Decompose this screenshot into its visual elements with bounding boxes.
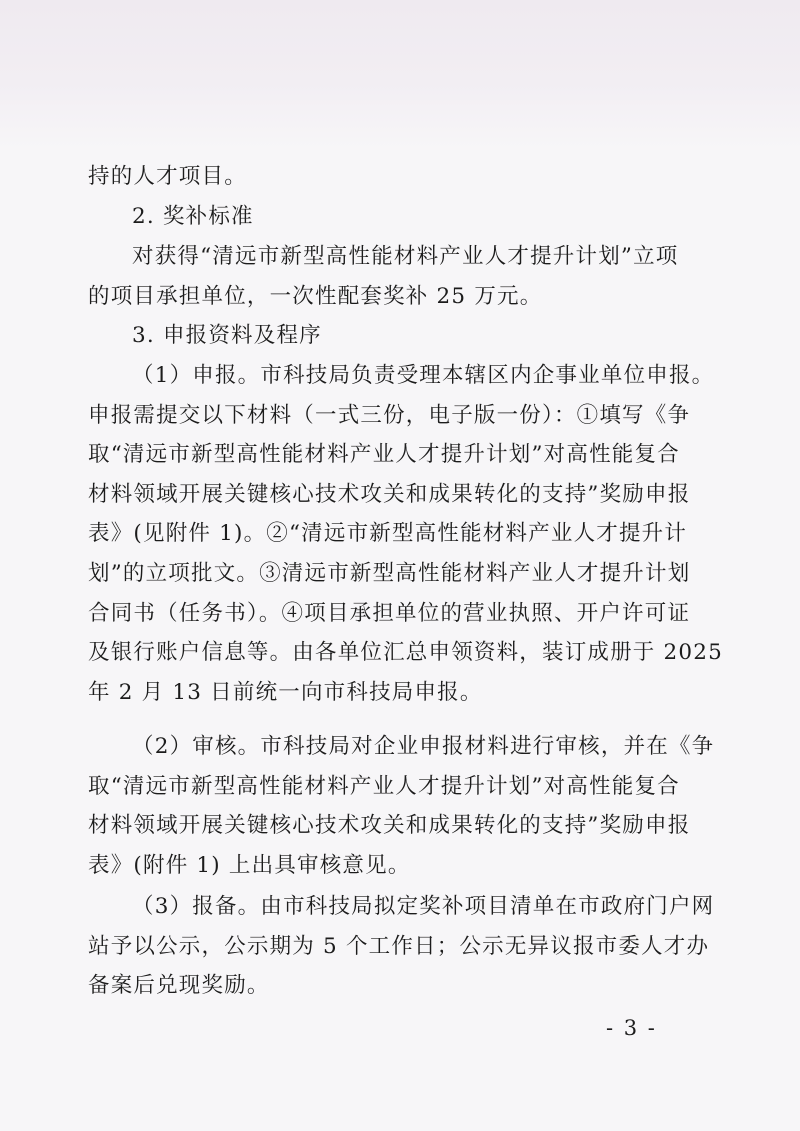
text-line: （3）报备。由市科技局拟定奖补项目清单在市政府门户网 (132, 894, 715, 919)
text-line: 及银行账户信息等。由各单位汇总申领资料，装订成册于 2025 (88, 640, 724, 666)
text-line: 持的人才项目。 (88, 164, 247, 189)
text-line: 划”的立项批文。③清远市新型高性能材料产业人才提升计划 (88, 560, 691, 586)
section-2-heading: 2. 奖补标准 (132, 204, 254, 229)
text-line: 申报需提交以下材料（一式三份，电子版一份）：①填写《争 (88, 402, 691, 428)
step-2-paragraph (88, 727, 715, 885)
text-line: 合同书（任务书）。④项目承担单位的营业执照、开户许可证 (88, 600, 691, 626)
text-line: 对获得“清远市新型高性能材料产业人才提升计划”立项 (132, 244, 679, 269)
text-line: （1）申报。市科技局负责受理本辖区内企事业单位申报。 (132, 363, 715, 388)
page-number: - 3 - (606, 1016, 657, 1040)
section-2-body (88, 237, 698, 316)
text-line: 表》(附件 1) 上出具审核意见。 (88, 852, 411, 878)
text-line: 年 2 月 13 日前统一向市科技局申报。 (88, 679, 483, 705)
text-line: 表》(见附件 1)。②“清远市新型高性能材料产业人才提升计 (88, 521, 688, 547)
text-line: （2）审核。市科技局对企业申报材料进行审核，并在《争 (132, 734, 715, 759)
text-line: 的项目承担单位，一次性配套奖补 25 万元。 (88, 283, 543, 309)
text-line: 取“清远市新型高性能材料产业人才提升计划”对高性能复合 (88, 773, 680, 799)
text-line: 材料领域开展关键核心技术攻关和成果转化的支持”奖励申报 (88, 481, 691, 507)
text-line: 备案后兑现奖励。 (88, 973, 270, 999)
continuation-paragraph (88, 157, 698, 197)
section-3-heading: 3. 申报资料及程序 (132, 323, 322, 348)
text-line: 材料领域开展关键核心技术攻关和成果转化的支持”奖励申报 (88, 813, 691, 839)
step-3-paragraph (88, 887, 715, 1006)
text-line: 站予以公示，公示期为 5 个工作日；公示无异议报市委人才办 (88, 933, 710, 959)
step-1-paragraph (88, 356, 724, 712)
text-line: 取“清远市新型高性能材料产业人才提升计划”对高性能复合 (88, 442, 680, 468)
